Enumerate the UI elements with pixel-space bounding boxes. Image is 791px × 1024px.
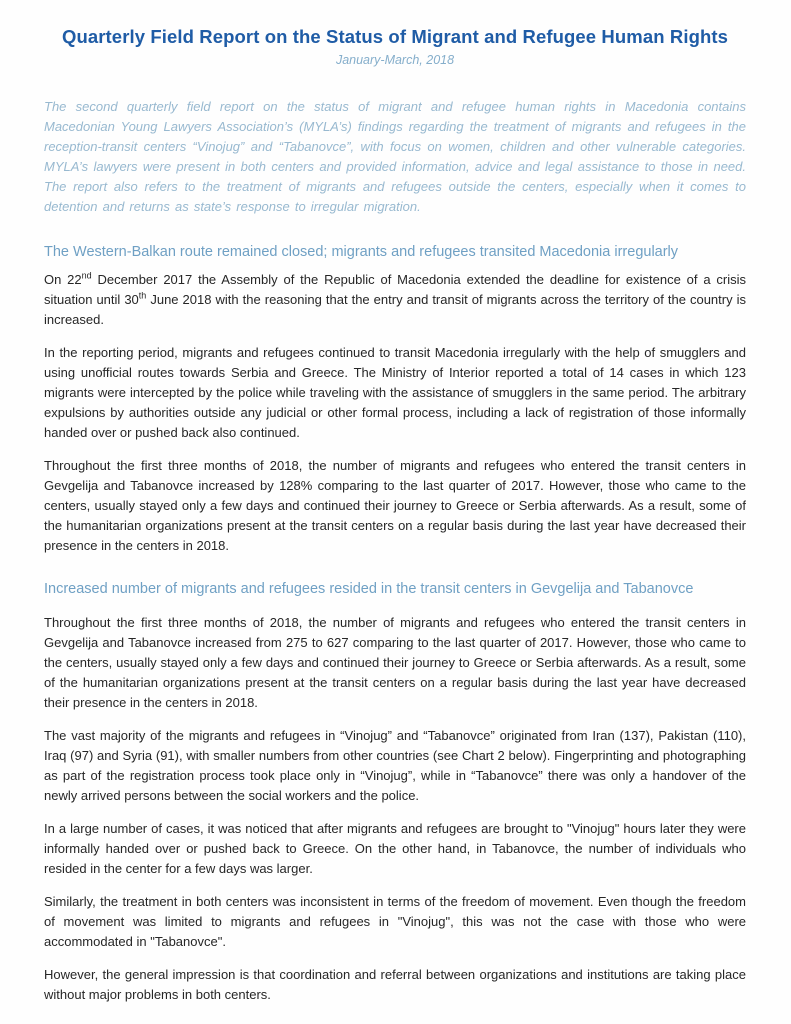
section-western-balkan-route bbox=[44, 243, 746, 556]
section2-paragraph-1: Throughout the first three months of 2018, the number of migrants and refugees who entered the transit centers in Gevgelija and Tabanovce increased from 275 to 627 comparing to the last quarter of 2017. However, those who came to the centers, usually stayed only a few days and continued their journey to Greece or Serbia afterwards. As a result, some of the humanitarian organizations present at the transit centers on a regular basis during the last year have decreased their presence in the centers in 2018. bbox=[44, 615, 746, 710]
paragraph-text: December 2017 the Assembly of the Republic of Macedonia extended the deadline for existence of a crisis situation until 30 bbox=[44, 272, 746, 307]
section1-heading: The Western-Balkan route remained closed; migrants and refugees transited Macedonia irregularly bbox=[44, 244, 679, 260]
paragraph-text: On 22 bbox=[44, 272, 82, 287]
ordinal-superscript: th bbox=[138, 290, 147, 301]
section-increased-number bbox=[44, 580, 746, 1005]
section1-paragraph-2: In the reporting period, migrants and refugees continued to transit Macedonia irregularly with the help of smugglers and using unofficial routes towards Serbia and Greece. The Ministry of Interior reported a total of 14 cases in which 123 migrants were intercepted by the police while traveling with the assistance of smugglers in the same period. The arbitrary expulsions by authorities outside any judicial or other formal process, including a lack of registration of those informally handed over or pushed back also continued. bbox=[44, 345, 746, 440]
page-title: Quarterly Field Report on the Status of Migrant and Refugee Human Rights bbox=[61, 26, 729, 47]
section2-paragraph-2: The vast majority of the migrants and refugees in “Vinojug” and “Tabanovce” originated from Iran (137), Pakistan (110), Iraq (97) and Syria (91), with smaller numbers from other countries (see Chart 2 below). Fingerprinting and photographing as part of the registration process took place only in “Vinojug”, while in “Tabanovce” there was only a handover of the newly arrived persons between the social workers and the police. bbox=[44, 728, 746, 803]
section2-heading: Increased number of migrants and refugees resided in the transit centers in Gevgelija and Tabanovce bbox=[44, 581, 694, 597]
section2-paragraph-5: However, the general impression is that coordination and referral between organizations and institutions are taking place without major problems in both centers. bbox=[44, 967, 746, 1002]
page-subtitle: January-March, 2018 bbox=[335, 53, 455, 67]
paragraph-text: June 2018 with the reasoning that the entry and transit of migrants across the territory of the country is increased. bbox=[44, 292, 747, 327]
section1-paragraph-3: Throughout the first three months of 2018, the number of migrants and refugees who entered the transit centers in Gevgelija and Tabanovce increased by 128% comparing to the last quarter of 2017. However, those who came to the centers, usually stayed only a few days and continued their journey to Greece or Serbia afterwards. As a result, some of the humanitarian organizations present at the transit centers on a regular basis during the last year have decreased their presence in the centers in 2018. bbox=[44, 458, 746, 553]
ordinal-superscript: nd bbox=[81, 270, 92, 281]
section2-paragraph-3: In a large number of cases, it was noticed that after migrants and refugees are brought to "Vinojug" hours later they were informally handed over or pushed back to Greece. On the other hand, in Tabanovce, the number of individuals who resided in the center for a few days was larger. bbox=[44, 821, 746, 876]
section2-paragraph-4: Similarly, the treatment in both centers was inconsistent in terms of the freedom of movement. Even though the freedom of movement was limited to migrants and refugees in "Vinojug", this was not the case with those who were accommodated in "Tabanovce". bbox=[44, 894, 746, 949]
section1-paragraph-1 bbox=[44, 270, 746, 330]
intro-paragraph: The second quarterly field report on the status of migrant and refugee human rights in Macedonia contains Macedonian Young Lawyers Association’s (MYLA’s) findings regarding the treatment of migrants and refugees in the reception-transit centers “Vinojug” and “Tabanovce”, with focus on women, children and other vulnerable categories. MYLA’s lawyers were present in both centers and provided information, advice and legal assistance to those in need. The report also refers to the treatment of migrants and refugees outside the centers, especially when it comes to detention and returns as state’s response to irregular migration. bbox=[44, 99, 746, 214]
